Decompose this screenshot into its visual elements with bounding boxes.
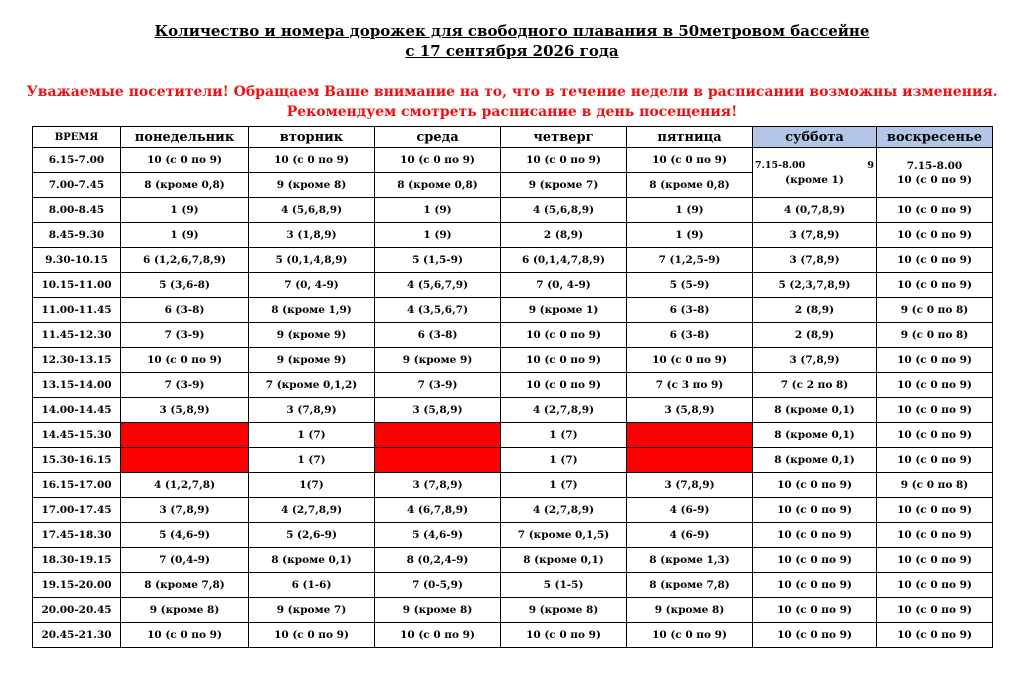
lanes-cell-saturday: 10 (с 0 по 9)	[753, 623, 877, 648]
lanes-cell-saturday: 2 (8,9)	[753, 323, 877, 348]
lanes-cell-sunday: 10 (с 0 по 9)	[877, 398, 993, 423]
lanes-cell-wednesday: 5 (4,6-9)	[375, 523, 501, 548]
lanes-cell-tuesday: 5 (2,6-9)	[249, 523, 375, 548]
time-slot-cell: 16.15-17.00	[33, 473, 121, 498]
lanes-cell-wednesday: 9 (кроме 9)	[375, 348, 501, 373]
lanes-cell-wednesday: 6 (3-8)	[375, 323, 501, 348]
lanes-cell-thursday: 5 (1-5)	[501, 573, 627, 598]
time-slot-cell: 13.15-14.00	[33, 373, 121, 398]
lanes-cell-thursday: 10 (с 0 по 9)	[501, 348, 627, 373]
lanes-cell-tuesday: 9 (кроме 9)	[249, 323, 375, 348]
lanes-cell-tuesday: 8 (кроме 0,1)	[249, 548, 375, 573]
table-row	[33, 223, 993, 248]
closed-slot-cell-friday	[627, 423, 753, 448]
time-slot-cell: 17.00-17.45	[33, 498, 121, 523]
table-row	[33, 573, 993, 598]
lanes-cell-thursday: 4 (2,7,8,9)	[501, 498, 627, 523]
time-slot-cell: 14.45-15.30	[33, 423, 121, 448]
lanes-cell-wednesday: 7 (0-5,9)	[375, 573, 501, 598]
lanes-cell-thursday: 10 (с 0 по 9)	[501, 373, 627, 398]
closed-slot-cell-friday	[627, 448, 753, 473]
table-row	[33, 323, 993, 348]
lanes-cell-thursday: 9 (кроме 1)	[501, 298, 627, 323]
closed-slot-cell-wednesday	[375, 448, 501, 473]
lanes-cell-thursday: 10 (с 0 по 9)	[501, 148, 627, 173]
sunday-early-time: 7.15-8.00	[906, 159, 963, 172]
lanes-cell-monday: 7 (0,4-9)	[121, 548, 249, 573]
lanes-cell-saturday: 3 (7,8,9)	[753, 223, 877, 248]
lanes-cell-friday: 3 (7,8,9)	[627, 473, 753, 498]
schedule-table	[32, 126, 993, 648]
lanes-cell-monday: 10 (с 0 по 9)	[121, 148, 249, 173]
lanes-cell-monday: 9 (кроме 8)	[121, 598, 249, 623]
lanes-cell-thursday: 8 (кроме 0,1)	[501, 548, 627, 573]
lanes-cell-friday: 7 (1,2,5-9)	[627, 248, 753, 273]
time-slot-cell: 10.15-11.00	[33, 273, 121, 298]
lanes-cell-monday: 10 (с 0 по 9)	[121, 623, 249, 648]
lanes-cell-wednesday: 10 (с 0 по 9)	[375, 148, 501, 173]
time-slot-cell: 20.45-21.30	[33, 623, 121, 648]
lanes-cell-monday: 7 (3-9)	[121, 373, 249, 398]
time-slot-cell: 11.00-11.45	[33, 298, 121, 323]
lanes-cell-saturday: 8 (кроме 0,1)	[753, 423, 877, 448]
saturday-early-count: 9	[867, 159, 874, 171]
time-slot-cell: 7.00-7.45	[33, 173, 121, 198]
column-header-thursday: четверг	[501, 127, 627, 148]
table-row	[33, 298, 993, 323]
lanes-cell-tuesday: 9 (кроме 9)	[249, 348, 375, 373]
lanes-cell-sunday: 9 (с 0 по 8)	[877, 323, 993, 348]
lanes-cell-monday: 3 (7,8,9)	[121, 498, 249, 523]
lanes-cell-friday: 10 (с 0 по 9)	[627, 148, 753, 173]
lanes-cell-thursday: 4 (5,6,8,9)	[501, 198, 627, 223]
time-slot-cell: 19.15-20.00	[33, 573, 121, 598]
lanes-cell-tuesday: 1 (7)	[249, 423, 375, 448]
lanes-cell-sunday: 10 (с 0 по 9)	[877, 273, 993, 298]
lanes-cell-wednesday: 9 (кроме 8)	[375, 598, 501, 623]
saturday-early-lanes: (кроме 1)	[785, 173, 844, 186]
lanes-cell-thursday: 7 (0, 4-9)	[501, 273, 627, 298]
lanes-cell-friday: 7 (с 3 по 9)	[627, 373, 753, 398]
time-slot-cell: 8.45-9.30	[33, 223, 121, 248]
lanes-cell-saturday: 3 (7,8,9)	[753, 348, 877, 373]
lanes-cell-saturday: 10 (с 0 по 9)	[753, 498, 877, 523]
lanes-cell-monday: 8 (кроме 0,8)	[121, 173, 249, 198]
column-header-saturday: суббота	[753, 127, 877, 148]
lanes-cell-friday: 8 (кроме 0,8)	[627, 173, 753, 198]
lanes-cell-monday: 8 (кроме 7,8)	[121, 573, 249, 598]
table-row	[33, 473, 993, 498]
table-row	[33, 248, 993, 273]
lanes-cell-sunday-early	[877, 148, 993, 198]
lanes-cell-friday: 4 (6-9)	[627, 498, 753, 523]
lanes-cell-saturday: 2 (8,9)	[753, 298, 877, 323]
lanes-cell-tuesday: 4 (5,6,8,9)	[249, 198, 375, 223]
time-slot-cell: 18.30-19.15	[33, 548, 121, 573]
lanes-cell-friday: 1 (9)	[627, 223, 753, 248]
table-row	[33, 148, 993, 173]
lanes-cell-wednesday: 1 (9)	[375, 198, 501, 223]
time-slot-cell: 11.45-12.30	[33, 323, 121, 348]
sunday-early-lanes: 10 (с 0 по 9)	[897, 173, 972, 186]
lanes-cell-wednesday: 4 (5,6,7,9)	[375, 273, 501, 298]
table-row	[33, 498, 993, 523]
table-row	[33, 548, 993, 573]
lanes-cell-tuesday: 9 (кроме 8)	[249, 173, 375, 198]
notice-line-1: Уважаемые посетители! Обращаем Ваше внимание на то, что в течение недели в расписании возможны изменения.	[26, 84, 998, 100]
table-row	[33, 198, 993, 223]
lanes-cell-sunday: 10 (с 0 по 9)	[877, 423, 993, 448]
lanes-cell-saturday-early	[753, 148, 877, 198]
time-slot-cell: 14.00-14.45	[33, 398, 121, 423]
lanes-cell-friday: 4 (6-9)	[627, 523, 753, 548]
lanes-cell-wednesday: 8 (кроме 0,8)	[375, 173, 501, 198]
lanes-cell-sunday: 10 (с 0 по 9)	[877, 548, 993, 573]
lanes-cell-friday: 6 (3-8)	[627, 298, 753, 323]
lanes-cell-sunday: 10 (с 0 по 9)	[877, 623, 993, 648]
lanes-cell-tuesday: 5 (0,1,4,8,9)	[249, 248, 375, 273]
lanes-cell-sunday: 10 (с 0 по 9)	[877, 523, 993, 548]
lanes-cell-saturday: 4 (0,7,8,9)	[753, 198, 877, 223]
lanes-cell-friday: 8 (кроме 7,8)	[627, 573, 753, 598]
page-title: Количество и номера дорожек для свободного плавания в 50метровом бассейне	[154, 22, 870, 40]
lanes-cell-sunday: 10 (с 0 по 9)	[877, 198, 993, 223]
lanes-cell-sunday: 10 (с 0 по 9)	[877, 223, 993, 248]
lanes-cell-tuesday: 1 (7)	[249, 448, 375, 473]
column-header-wednesday: среда	[375, 127, 501, 148]
lanes-cell-tuesday: 9 (кроме 7)	[249, 598, 375, 623]
lanes-cell-friday: 1 (9)	[627, 198, 753, 223]
table-row	[33, 348, 993, 373]
lanes-cell-sunday: 10 (с 0 по 9)	[877, 248, 993, 273]
lanes-cell-sunday: 10 (с 0 по 9)	[877, 373, 993, 398]
header-row	[33, 127, 993, 148]
lanes-cell-saturday: 10 (с 0 по 9)	[753, 598, 877, 623]
lanes-cell-monday: 5 (3,6-8)	[121, 273, 249, 298]
time-slot-cell: 20.00-20.45	[33, 598, 121, 623]
closed-slot-cell-wednesday	[375, 423, 501, 448]
lanes-cell-saturday: 5 (2,3,7,8,9)	[753, 273, 877, 298]
lanes-cell-wednesday: 5 (1,5-9)	[375, 248, 501, 273]
column-header-monday: понедельник	[121, 127, 249, 148]
lanes-cell-wednesday: 8 (0,2,4-9)	[375, 548, 501, 573]
lanes-cell-monday: 6 (1,2,6,7,8,9)	[121, 248, 249, 273]
time-slot-cell: 6.15-7.00	[33, 148, 121, 173]
lanes-cell-sunday: 9 (с 0 по 8)	[877, 298, 993, 323]
lanes-cell-thursday: 9 (кроме 8)	[501, 598, 627, 623]
lanes-cell-tuesday: 3 (1,8,9)	[249, 223, 375, 248]
lanes-cell-thursday: 1 (7)	[501, 448, 627, 473]
lanes-cell-sunday: 10 (с 0 по 9)	[877, 448, 993, 473]
lanes-cell-saturday: 8 (кроме 0,1)	[753, 448, 877, 473]
lanes-cell-thursday: 4 (2,7,8,9)	[501, 398, 627, 423]
closed-slot-cell-monday	[121, 448, 249, 473]
lanes-cell-tuesday: 7 (0, 4-9)	[249, 273, 375, 298]
lanes-cell-tuesday: 10 (с 0 по 9)	[249, 623, 375, 648]
lanes-cell-tuesday: 1(7)	[249, 473, 375, 498]
lanes-cell-wednesday: 3 (5,8,9)	[375, 398, 501, 423]
lanes-cell-monday: 5 (4,6-9)	[121, 523, 249, 548]
closed-slot-cell-monday	[121, 423, 249, 448]
table-row	[33, 373, 993, 398]
lanes-cell-saturday: 10 (с 0 по 9)	[753, 573, 877, 598]
notice-line-2: Рекомендуем смотреть расписание в день посещения!	[286, 104, 738, 120]
lanes-cell-thursday: 1 (7)	[501, 473, 627, 498]
lanes-cell-tuesday: 3 (7,8,9)	[249, 398, 375, 423]
lanes-cell-saturday: 10 (с 0 по 9)	[753, 548, 877, 573]
lanes-cell-monday: 3 (5,8,9)	[121, 398, 249, 423]
lanes-cell-wednesday: 1 (9)	[375, 223, 501, 248]
lanes-cell-sunday: 10 (с 0 по 9)	[877, 598, 993, 623]
lanes-cell-monday: 7 (3-9)	[121, 323, 249, 348]
column-header-friday: пятница	[627, 127, 753, 148]
table-row	[33, 598, 993, 623]
lanes-cell-saturday: 3 (7,8,9)	[753, 248, 877, 273]
lanes-cell-monday: 10 (с 0 по 9)	[121, 348, 249, 373]
lanes-cell-saturday: 7 (с 2 по 8)	[753, 373, 877, 398]
lanes-cell-thursday: 1 (7)	[501, 423, 627, 448]
lanes-cell-thursday: 9 (кроме 7)	[501, 173, 627, 198]
lanes-cell-wednesday: 4 (6,7,8,9)	[375, 498, 501, 523]
lanes-cell-thursday: 10 (с 0 по 9)	[501, 323, 627, 348]
lanes-cell-monday: 1 (9)	[121, 223, 249, 248]
time-slot-cell: 15.30-16.15	[33, 448, 121, 473]
lanes-cell-monday: 4 (1,2,7,8)	[121, 473, 249, 498]
table-row	[33, 398, 993, 423]
time-slot-cell: 8.00-8.45	[33, 198, 121, 223]
table-row	[33, 523, 993, 548]
lanes-cell-wednesday: 7 (3-9)	[375, 373, 501, 398]
column-header-sunday: воскресенье	[877, 127, 993, 148]
lanes-cell-thursday: 7 (кроме 0,1,5)	[501, 523, 627, 548]
column-header-tuesday: вторник	[249, 127, 375, 148]
lanes-cell-monday: 1 (9)	[121, 198, 249, 223]
lanes-cell-tuesday: 10 (с 0 по 9)	[249, 148, 375, 173]
lanes-cell-tuesday: 4 (2,7,8,9)	[249, 498, 375, 523]
lanes-cell-friday: 9 (кроме 8)	[627, 598, 753, 623]
saturday-early-time: 7.15-8.00	[755, 159, 806, 171]
table-row	[33, 448, 993, 473]
table-row	[33, 623, 993, 648]
lanes-cell-tuesday: 6 (1-6)	[249, 573, 375, 598]
lanes-cell-sunday: 9 (с 0 по 8)	[877, 473, 993, 498]
lanes-cell-saturday: 10 (с 0 по 9)	[753, 473, 877, 498]
lanes-cell-thursday: 10 (с 0 по 9)	[501, 623, 627, 648]
lanes-cell-monday: 6 (3-8)	[121, 298, 249, 323]
lanes-cell-tuesday: 7 (кроме 0,1,2)	[249, 373, 375, 398]
lanes-cell-thursday: 6 (0,1,4,7,8,9)	[501, 248, 627, 273]
lanes-cell-wednesday: 3 (7,8,9)	[375, 473, 501, 498]
lanes-cell-wednesday: 4 (3,5,6,7)	[375, 298, 501, 323]
lanes-cell-tuesday: 8 (кроме 1,9)	[249, 298, 375, 323]
lanes-cell-friday: 10 (с 0 по 9)	[627, 623, 753, 648]
time-slot-cell: 9.30-10.15	[33, 248, 121, 273]
lanes-cell-sunday: 10 (с 0 по 9)	[877, 498, 993, 523]
lanes-cell-friday: 10 (с 0 по 9)	[627, 348, 753, 373]
time-slot-cell: 12.30-13.15	[33, 348, 121, 373]
table-row	[33, 423, 993, 448]
lanes-cell-friday: 6 (3-8)	[627, 323, 753, 348]
time-slot-cell: 17.45-18.30	[33, 523, 121, 548]
lanes-cell-saturday: 10 (с 0 по 9)	[753, 523, 877, 548]
page-subtitle-date: с 17 сентября 2026 года	[405, 42, 619, 60]
table-row	[33, 273, 993, 298]
lanes-cell-friday: 5 (5-9)	[627, 273, 753, 298]
lanes-cell-friday: 8 (кроме 1,3)	[627, 548, 753, 573]
lanes-cell-wednesday: 10 (с 0 по 9)	[375, 623, 501, 648]
lanes-cell-sunday: 10 (с 0 по 9)	[877, 348, 993, 373]
column-header-time: ВРЕМЯ	[33, 127, 121, 148]
lanes-cell-thursday: 2 (8,9)	[501, 223, 627, 248]
lanes-cell-friday: 3 (5,8,9)	[627, 398, 753, 423]
lanes-cell-sunday: 10 (с 0 по 9)	[877, 573, 993, 598]
lanes-cell-saturday: 8 (кроме 0,1)	[753, 398, 877, 423]
